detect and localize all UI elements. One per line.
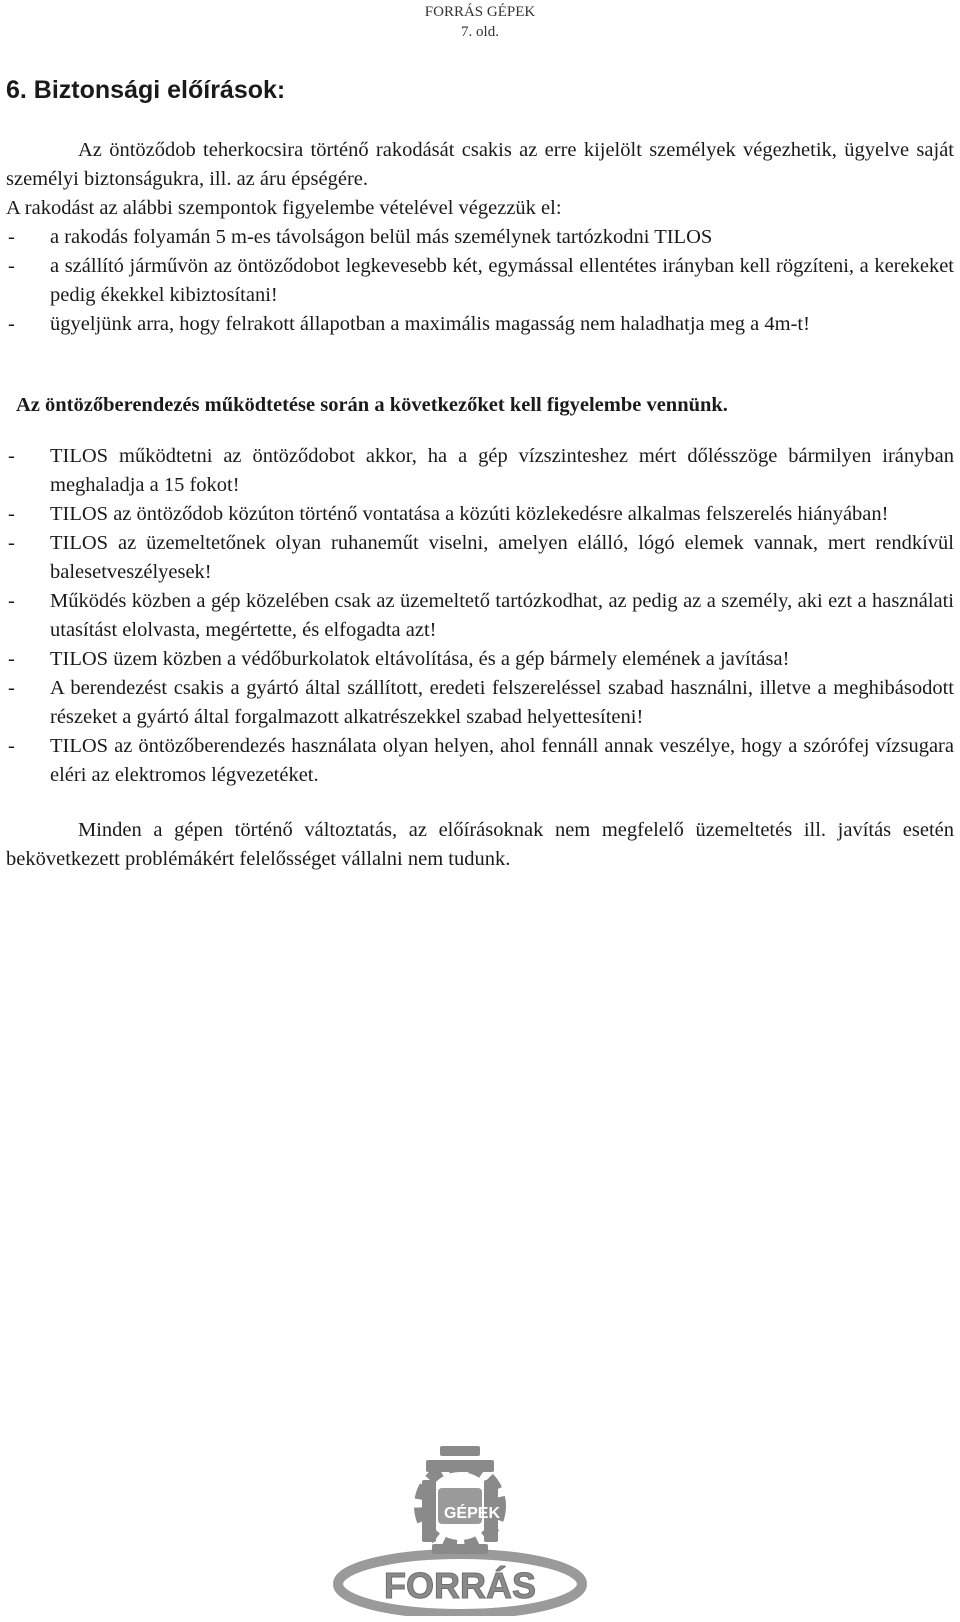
page-header: [0, 2, 960, 42]
list-item: [6, 310, 954, 339]
list-item-text: TILOS üzem közben a védőburkolatok eltávolítása, és a gép bármely elemének a javítása!: [50, 648, 790, 670]
list-item: [6, 252, 954, 310]
header-page-number: 7. old.: [461, 24, 499, 40]
list-item: [6, 442, 954, 500]
bullet-dash: -: [8, 532, 15, 554]
intro-paragraph: Az öntöződob teherkocsira történő rakodását csakis az erre kijelölt személyek végezhetik, ügyelve saját személyi biztonságukra, ill. az áru épségére.: [6, 139, 954, 190]
list-item: [6, 732, 954, 790]
document-body: [6, 136, 954, 874]
list-item-text: Működés közben a gép közelében csak az üzemeltető tartózkodhat, az pedig az a személy, aki ezt a használati utasítást elolvasta, megértette, és elfogadta azt!: [50, 590, 954, 641]
list-item: [6, 587, 954, 645]
list-item-text: TILOS az öntöződob közúton történő vontatása a közúti közlekedésre alkalmas felszerelés hiányában!: [50, 503, 889, 525]
list-item-text: ügyeljünk arra, hogy felrakott állapotban a maximális magasság nem haladhatja meg a 4m-t!: [50, 313, 810, 335]
bullet-dash: -: [8, 590, 15, 612]
list-item: [6, 500, 954, 529]
list-item: [6, 223, 954, 252]
bullet-dash: -: [8, 226, 15, 248]
list-item-text: a rakodás folyamán 5 m-es távolságon belül más személynek tartózkodni TILOS: [50, 226, 713, 248]
list-item: [6, 674, 954, 732]
bullet-dash: -: [8, 648, 15, 670]
bullet-dash: -: [8, 503, 15, 525]
list-item-text: TILOS az üzemeltetőnek olyan ruhaneműt viselni, amelyen elálló, lógó elemek vannak, mert rendkívül balesetveszélyesek!: [50, 532, 954, 583]
list-item-text: A berendezést csakis a gyártó által szállított, eredeti felszereléssel szabad használni, illetve a meghibásodott részeket a gyártó által forgalmazott alkatrészekkel szabad helyettesíteni!: [50, 677, 954, 728]
list-item-text: a szállító járművön az öntöződobot legkevesebb két, egymással ellentétes irányban kell rögzíteni, a kerekeket pedig ékekkel kibiztosítani!: [50, 255, 954, 306]
bullet-dash: -: [8, 445, 15, 467]
bullet-dash: -: [8, 313, 15, 335]
header-company: FORRÁS GÉPEK: [424, 4, 536, 20]
forras-gepek-logo: [330, 1436, 590, 1616]
intro-lead: A rakodást az alábbi szempontok figyelembe vételével végezzük el:: [6, 197, 562, 219]
list-item-text: TILOS az öntözőberendezés használata olyan helyen, ahol fennáll annak veszélye, hogy a szórófej vízsugara eléri az elektromos légvezetéket.: [50, 735, 954, 786]
loading-rules-list: [6, 223, 954, 339]
bullet-dash: -: [8, 255, 15, 277]
list-item: [6, 645, 954, 674]
operation-rules-list: [6, 442, 954, 790]
section-title: 6. Biztonsági előírások:: [6, 76, 286, 104]
bullet-dash: -: [8, 677, 15, 699]
list-item-text: TILOS működtetni az öntöződobot akkor, ha a gép vízszinteshez mért dőlésszöge bármilyen irányban meghaladja a 15 fokot!: [50, 445, 954, 496]
logo-bottom-text: FORRÁS: [384, 1565, 536, 1606]
list-item: [6, 529, 954, 587]
closing-paragraph: Minden a gépen történő változtatás, az előírásoknak nem megfelelő üzemeltetés ill. javítás esetén bekövetkezett problémákért felelősséget vállalni nem tudunk.: [6, 819, 954, 870]
bullet-dash: -: [8, 735, 15, 757]
logo-top-text: GÉPEK: [443, 1505, 501, 1522]
operation-heading: Az öntözőberendezés működtetése során a következőket kell figyelembe vennünk.: [16, 394, 728, 416]
